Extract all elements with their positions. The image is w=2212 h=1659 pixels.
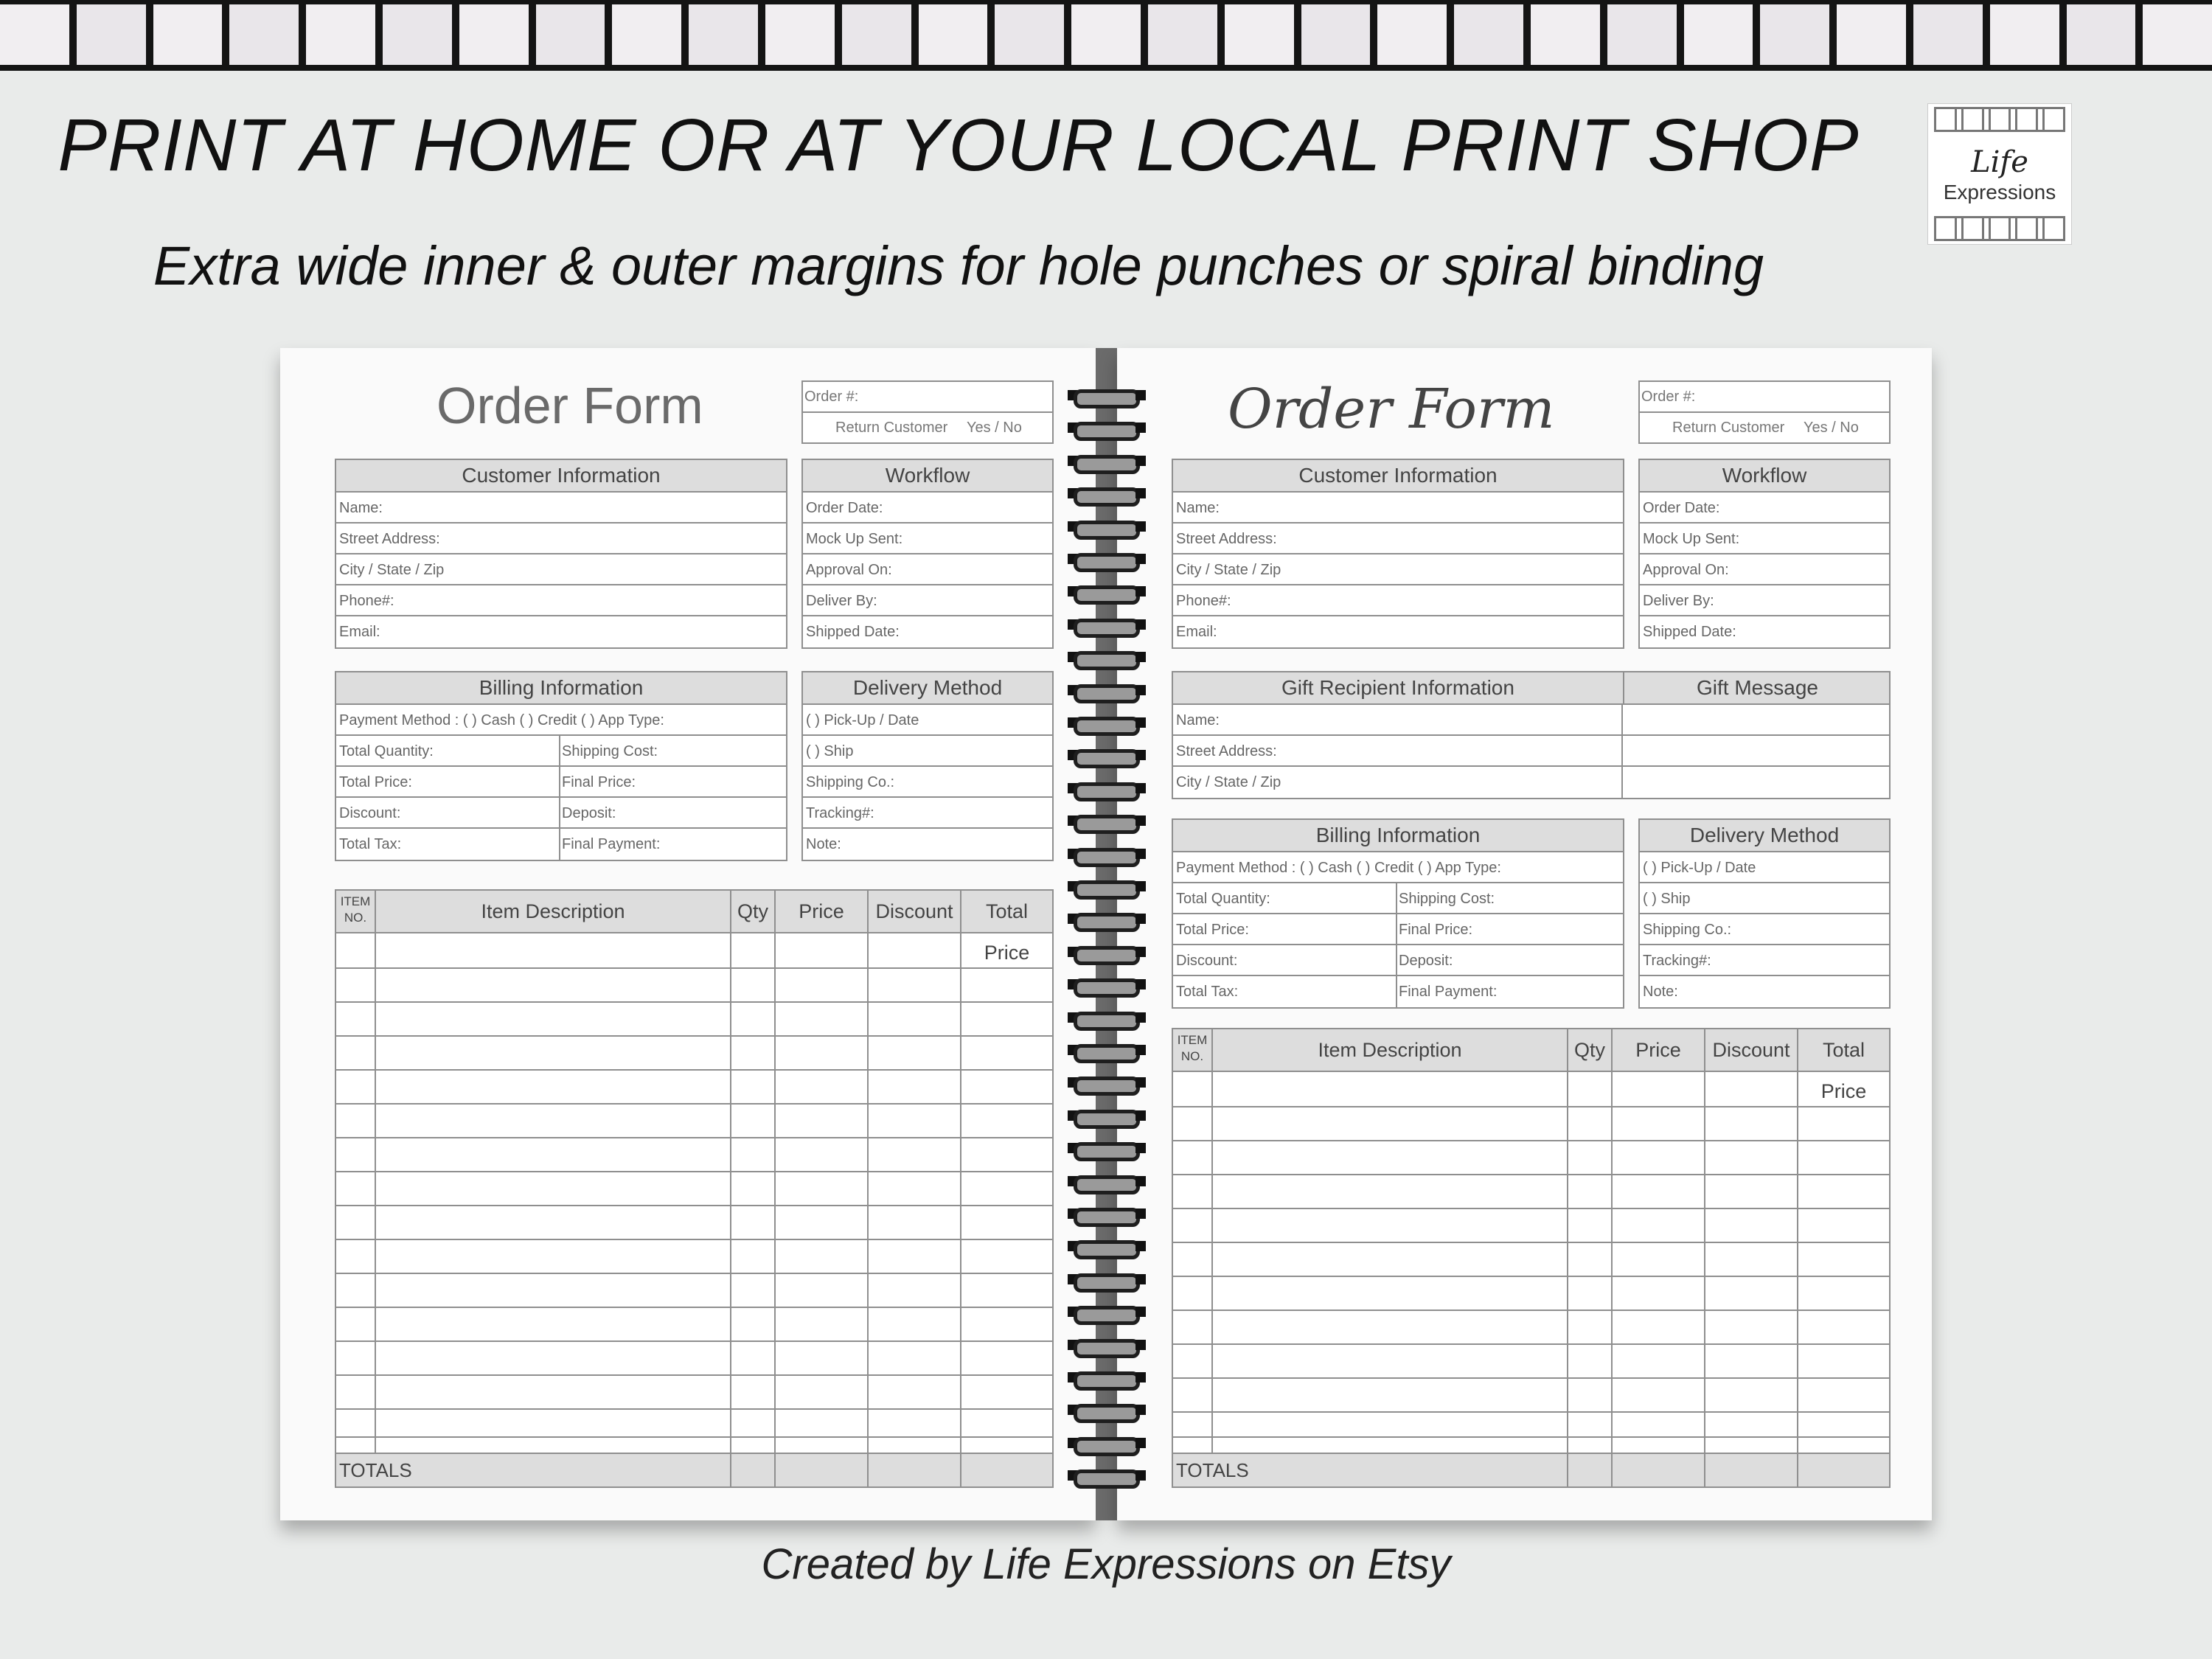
form-row: Note: (1643, 984, 1678, 1000)
gift-message-cell (1621, 705, 1891, 734)
billing-row (336, 829, 786, 860)
form-row: Name: (1173, 493, 1623, 524)
binding-coil (1066, 1074, 1147, 1094)
form-row: Phone#: (1173, 585, 1623, 616)
stripe-square (1990, 4, 2059, 65)
binding-coil (1066, 616, 1147, 636)
row-line (1173, 1310, 1889, 1311)
stripe-square (153, 4, 223, 65)
spiral-binding (1066, 386, 1147, 1500)
stripe-square (229, 4, 299, 65)
column-header: Total Price (984, 900, 1030, 964)
stripe-square (612, 4, 681, 65)
totals-row: TOTALS (1173, 1453, 1889, 1486)
form-row: Note: (806, 836, 841, 852)
row-line (336, 1137, 1052, 1138)
stripe-square (1760, 4, 1829, 65)
payment-method-row: Payment Method : ( ) Cash ( ) Credit ( ) App Type: (1173, 852, 1623, 883)
column-header: ITEM NO. (1177, 1033, 1208, 1063)
column-header: Qty (1573, 1039, 1605, 1061)
yes-no-label: Yes / No (967, 420, 1022, 436)
form-row: Tracking#: (1640, 945, 1889, 976)
section-heading: Workflow (1640, 460, 1889, 493)
billing-label: Deposit: (1396, 945, 1453, 975)
billing-label: Final Price: (559, 767, 636, 796)
billing-row (336, 736, 786, 767)
column-header: Price (1635, 1039, 1681, 1061)
return-customer-row (803, 413, 1052, 442)
return-customer-row (1640, 413, 1889, 442)
billing-row (1173, 945, 1623, 976)
logo-line1: Life (1971, 145, 2028, 179)
row-line (1173, 1174, 1889, 1175)
stripe-square (1301, 4, 1371, 65)
stripe-square (1377, 4, 1447, 65)
top-decorative-stripe (0, 0, 2212, 71)
form-row: Deliver By: (803, 585, 1052, 616)
row-line (336, 967, 1052, 969)
form-row: City / State / Zip (336, 554, 786, 585)
form-row: Tracking#: (803, 798, 1052, 829)
form-row: ( ) Ship (1640, 883, 1889, 914)
binding-coil (1066, 779, 1147, 800)
form-row: ( ) Pick-Up / Date (803, 705, 1052, 736)
form-row: Order Date: (803, 493, 1052, 524)
order-number-box (1638, 380, 1891, 444)
binding-coil (1066, 1368, 1147, 1389)
column-divider (1797, 1029, 1798, 1486)
logo-bars-bottom (1934, 216, 2065, 241)
binding-coil (1066, 386, 1147, 407)
binding-coil (1066, 845, 1147, 866)
left-page (280, 348, 1096, 1520)
row-line (1173, 1140, 1889, 1141)
order-number-box (801, 380, 1054, 444)
binding-coil (1066, 550, 1147, 571)
form-row: Street Address: (1173, 524, 1623, 554)
billing-information-section (335, 671, 787, 861)
binding-coil (1066, 975, 1147, 996)
billing-row (336, 767, 786, 798)
stripe-square (1454, 4, 1523, 65)
customer-information-section (335, 459, 787, 649)
billing-label: Total Tax: (1176, 984, 1239, 1000)
stripe-square (1837, 4, 1906, 65)
page-title: Order Form (1228, 378, 1555, 441)
binding-coil (1066, 1303, 1147, 1324)
row-line (336, 1273, 1052, 1274)
stripe-square (689, 4, 758, 65)
gift-label: Street Address: (1176, 743, 1277, 759)
binding-coil (1066, 1434, 1147, 1455)
row-line (1173, 1343, 1889, 1345)
row-line (1173, 1276, 1889, 1277)
form-row (1173, 767, 1889, 798)
logo-bars-top (1934, 107, 2065, 132)
column-header: Total Price (1820, 1039, 1867, 1102)
form-row: Shipped Date: (1643, 624, 1736, 640)
row-line (1173, 1208, 1889, 1209)
form-row: Mock Up Sent: (803, 524, 1052, 554)
row-line (336, 1436, 1052, 1438)
binding-coil (1066, 1270, 1147, 1291)
billing-label: Shipping Cost: (559, 736, 658, 765)
gift-label: Name: (1176, 712, 1220, 728)
billing-label: Total Quantity: (339, 743, 434, 759)
form-row: Shipping Co.: (803, 767, 1052, 798)
binding-coil (1066, 1336, 1147, 1357)
stripe-square (2067, 4, 2136, 65)
binding-coil (1066, 452, 1147, 473)
form-row: Order Date: (1640, 493, 1889, 524)
stripe-square (77, 4, 146, 65)
binding-coil (1066, 1107, 1147, 1127)
binding-coil (1066, 484, 1147, 505)
form-row: Street Address: (336, 524, 786, 554)
stripe-square (1071, 4, 1141, 65)
stripe-square (1913, 4, 1983, 65)
section-heading: Billing Information (1173, 820, 1623, 852)
stripe-square (1225, 4, 1294, 65)
section-heading: Gift Recipient Information (1281, 676, 1514, 699)
row-line (336, 1239, 1052, 1240)
gift-message-cell (1621, 767, 1891, 798)
binding-coil (1066, 877, 1147, 898)
stripe-square (383, 4, 452, 65)
row-line (336, 1307, 1052, 1308)
return-customer-label: Return Customer (835, 420, 948, 436)
footer-credit: Created by Life Expressions on Etsy (761, 1540, 1451, 1588)
column-header: Item Description (481, 900, 625, 922)
billing-label: Total Quantity: (1176, 891, 1270, 907)
binding-coil (1066, 648, 1147, 669)
binding-coil (1066, 812, 1147, 832)
headline: PRINT AT HOME OR AT YOUR LOCAL PRINT SHOP (58, 104, 1860, 187)
billing-label: Discount: (339, 805, 401, 821)
item-table (1172, 1028, 1891, 1488)
form-row (1173, 736, 1889, 767)
binding-coil (1066, 1467, 1147, 1487)
item-table-header (1173, 1029, 1889, 1102)
subheadline: Extra wide inner & outer margins for hole punches or spiral binding (153, 235, 1764, 296)
binding-coil (1066, 746, 1147, 767)
column-divider (1704, 1029, 1705, 1486)
gift-header-row (1173, 672, 1889, 705)
form-row: Approval On: (1640, 554, 1889, 585)
row-line (336, 1340, 1052, 1342)
stripe-square (2143, 4, 2212, 65)
form-row (1173, 705, 1889, 736)
totals-row: TOTALS (336, 1453, 1052, 1486)
stripe-square (306, 4, 375, 65)
section-heading: Workflow (803, 460, 1052, 493)
binding-coil (1066, 714, 1147, 734)
binding-coil (1066, 582, 1147, 603)
column-header: Price (799, 900, 844, 922)
row-line (1173, 1242, 1889, 1243)
brand-logo (1927, 103, 2072, 245)
row-line (336, 1374, 1052, 1376)
billing-row (1173, 914, 1623, 945)
row-line (1173, 1377, 1889, 1379)
binding-coil (1066, 1139, 1147, 1160)
binding-coil (1066, 1237, 1147, 1258)
form-row: Email: (339, 624, 380, 640)
billing-label: Total Price: (339, 774, 412, 790)
stripe-square (842, 4, 911, 65)
column-divider (1567, 1029, 1568, 1486)
billing-label: Final Payment: (559, 829, 660, 860)
binding-coil (1066, 943, 1147, 964)
row-line (336, 1103, 1052, 1105)
binding-coil (1066, 681, 1147, 702)
spiral-notebook (280, 348, 1932, 1520)
column-header: Discount (1712, 1039, 1790, 1061)
stripe-square (536, 4, 605, 65)
gift-message-heading: Gift Message (1623, 672, 1891, 703)
binding-coil (1066, 518, 1147, 538)
stripe-square (1684, 4, 1753, 65)
delivery-method-section (1638, 818, 1891, 1009)
gift-recipient-section (1172, 671, 1891, 799)
row-line (336, 1069, 1052, 1071)
billing-label: Final Price: (1396, 914, 1472, 944)
customer-information-section (1172, 459, 1624, 649)
row-line (336, 1035, 1052, 1037)
section-heading: Customer Information (1173, 460, 1623, 493)
delivery-method-section (801, 671, 1054, 861)
column-header: Discount (875, 900, 953, 922)
row-line (1173, 1106, 1889, 1107)
column-header: ITEM NO. (340, 894, 371, 925)
billing-information-section (1172, 818, 1624, 1009)
section-heading: Customer Information (336, 460, 786, 493)
binding-coil (1066, 1172, 1147, 1193)
stripe-square (459, 4, 529, 65)
billing-row (336, 798, 786, 829)
logo-line2: Expressions (1943, 181, 2056, 204)
form-row: Shipping Co.: (1640, 914, 1889, 945)
row-line (1173, 1411, 1889, 1413)
binding-coil (1066, 1205, 1147, 1225)
column-divider (375, 891, 376, 1454)
column-divider (867, 891, 869, 1486)
section-heading: Delivery Method (803, 672, 1052, 705)
column-header: Qty (737, 900, 768, 922)
section-heading: Billing Information (336, 672, 786, 705)
form-row: Deliver By: (1640, 585, 1889, 616)
gift-message-cell (1621, 736, 1891, 765)
workflow-section (1638, 459, 1891, 649)
column-divider (1611, 1029, 1613, 1486)
binding-coil (1066, 1009, 1147, 1029)
form-row: ( ) Pick-Up / Date (1640, 852, 1889, 883)
row-line (336, 1171, 1052, 1172)
billing-label: Deposit: (559, 798, 616, 827)
form-row: ( ) Ship (803, 736, 1052, 767)
order-number-field: Order #: (803, 382, 1052, 413)
form-row: City / State / Zip (1173, 554, 1623, 585)
yes-no-label: Yes / No (1804, 420, 1859, 436)
order-number-field: Order #: (1640, 382, 1889, 413)
billing-label: Total Price: (1176, 922, 1249, 938)
column-divider (730, 891, 731, 1486)
binding-coil (1066, 1401, 1147, 1422)
right-page (1117, 348, 1932, 1520)
row-line (336, 1408, 1052, 1410)
gift-label: City / State / Zip (1176, 774, 1281, 790)
stripe-square (765, 4, 835, 65)
row-line (336, 1205, 1052, 1206)
stripe-square (995, 4, 1064, 65)
billing-label: Shipping Cost: (1396, 883, 1495, 913)
page-title: Order Form (437, 377, 703, 434)
workflow-section (801, 459, 1054, 649)
form-row: Name: (336, 493, 786, 524)
payment-method-row: Payment Method : ( ) Cash ( ) Credit ( ) App Type: (336, 705, 786, 736)
billing-label: Discount: (1176, 953, 1238, 969)
billing-row (1173, 883, 1623, 914)
stripe-square (0, 4, 69, 65)
form-row: Email: (1176, 624, 1217, 640)
binding-coil (1066, 910, 1147, 931)
item-table-header (336, 891, 1052, 964)
column-divider (774, 891, 776, 1486)
binding-coil (1066, 1041, 1147, 1062)
stripe-square (1531, 4, 1600, 65)
column-divider (960, 891, 961, 1486)
form-row: Shipped Date: (806, 624, 900, 640)
billing-row (1173, 976, 1623, 1007)
row-line (336, 1001, 1052, 1003)
stripe-square (919, 4, 988, 65)
return-customer-label: Return Customer (1672, 420, 1785, 436)
row-line (1173, 1436, 1889, 1438)
stripe-square (1148, 4, 1217, 65)
form-row: Mock Up Sent: (1640, 524, 1889, 554)
stripe-square (1607, 4, 1677, 65)
binding-coil (1066, 419, 1147, 439)
form-row: Approval On: (803, 554, 1052, 585)
billing-label: Total Tax: (339, 836, 402, 852)
column-header: Item Description (1318, 1039, 1462, 1061)
item-table (335, 889, 1054, 1488)
billing-label: Final Payment: (1396, 976, 1497, 1007)
section-heading: Delivery Method (1640, 820, 1889, 852)
form-row: Phone#: (336, 585, 786, 616)
